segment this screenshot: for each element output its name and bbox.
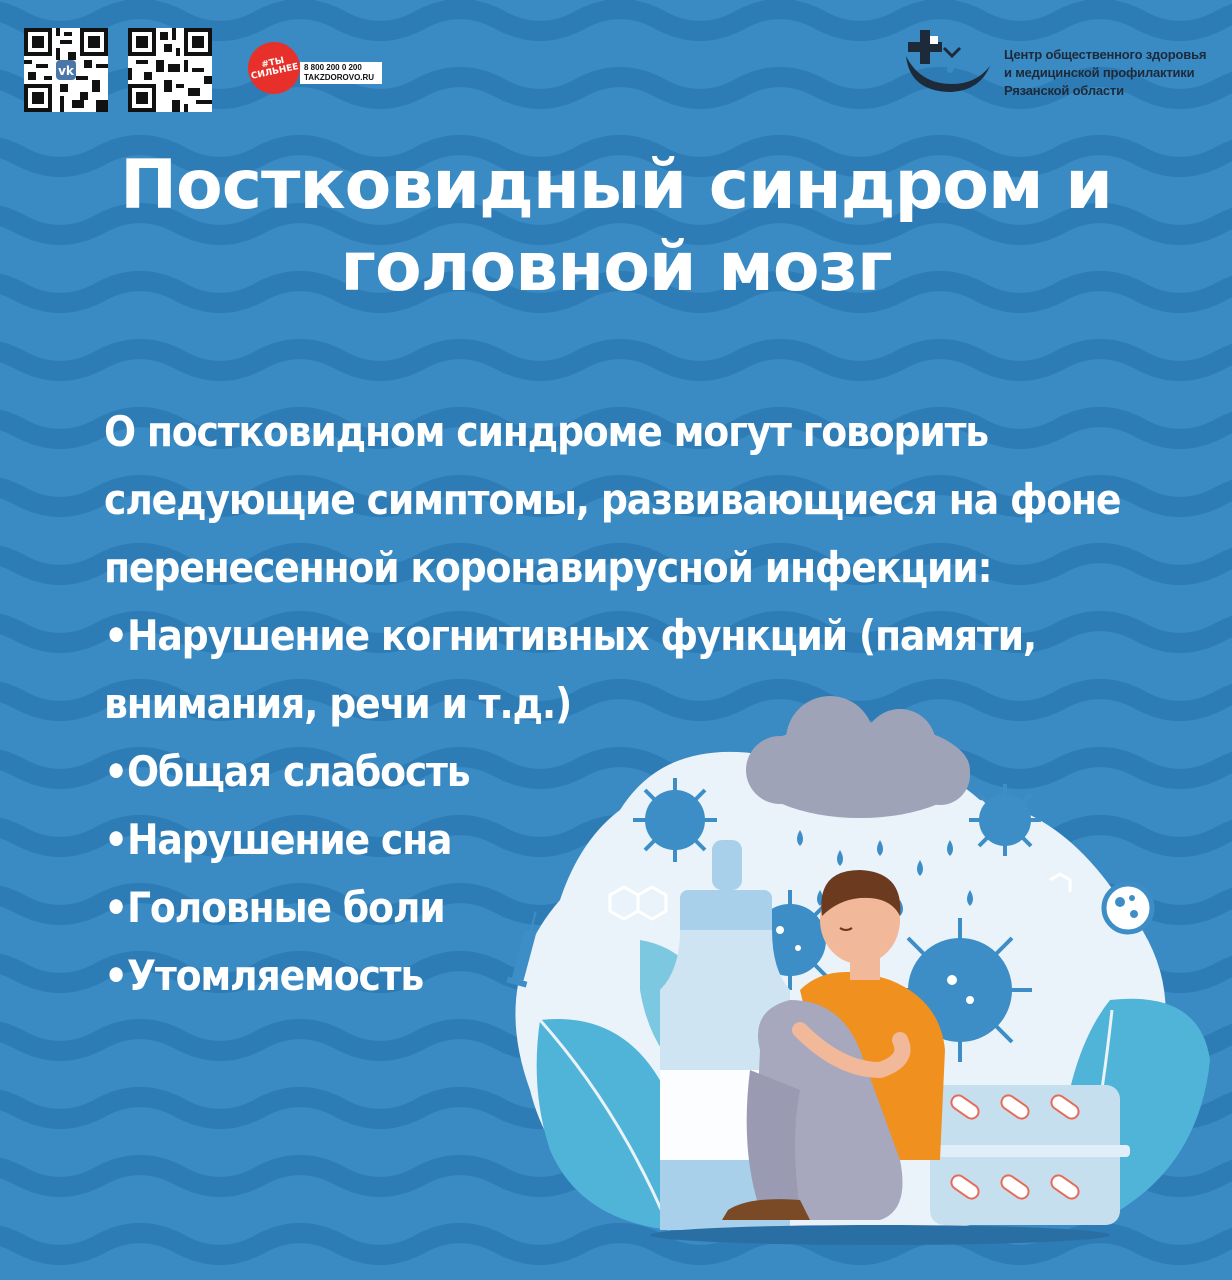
- org-line-1: Центр общественного здоровья: [1004, 47, 1207, 62]
- vk-qr-code-icon: [24, 28, 108, 112]
- page-title-line-1: Постковидный синдром и: [120, 146, 1112, 225]
- bullet-weakness: •Общая слабость: [104, 747, 470, 796]
- organization-name: [1004, 46, 1226, 100]
- vk-qr-code[interactable]: [24, 28, 108, 112]
- org-line-2: и медицинской профилактики: [1004, 65, 1195, 80]
- symptoms-text: [104, 398, 1204, 1010]
- intro-line-3: перенесенной коронавирусной инфекции:: [104, 543, 992, 592]
- svg-text:vk: vk: [58, 63, 74, 78]
- promo-contacts: [300, 62, 382, 84]
- promo-site: TAKZDOROVO.RU: [304, 73, 375, 82]
- qr-code[interactable]: [128, 28, 212, 112]
- promo-badge: #ТЫ СИЛЬНЕЕ: [243, 37, 305, 99]
- qr-code-icon: [128, 28, 212, 112]
- page-title-line-2: головной мозг: [340, 228, 892, 307]
- medical-center-logo: [900, 26, 994, 100]
- pill-icon: [920, 1085, 1130, 1225]
- promo-logo: [248, 42, 388, 92]
- intro-line-2: следующие симптомы, развивающиеся на фоне: [104, 475, 1121, 524]
- org-line-3: Рязанской области: [1004, 83, 1124, 98]
- bullet-sleep: •Нарушение сна: [104, 815, 452, 864]
- bullet-fatigue: •Утомляемость: [104, 951, 424, 1000]
- promo-phone: 8 800 200 0 200: [304, 63, 362, 72]
- bullet-headache: •Головные боли: [104, 883, 445, 932]
- intro-line-1: О постковидном синдроме могут говорить: [104, 407, 988, 456]
- bullet-cognitive-line-1: •Нарушение когнитивных функций (памяти,: [104, 611, 1037, 660]
- bullet-cognitive-line-2: внимания, речи и т.д.): [104, 679, 572, 728]
